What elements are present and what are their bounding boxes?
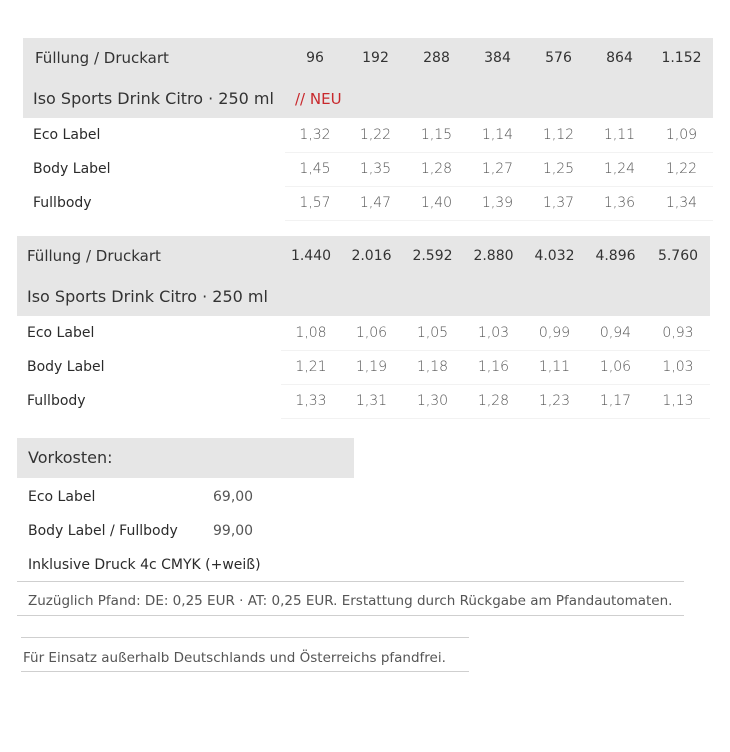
vorkosten-value: 69,00 bbox=[213, 489, 254, 505]
price-cell: 1,25 bbox=[528, 152, 589, 186]
quantity-header: 4.032 bbox=[524, 236, 585, 276]
price-cell: 1,22 bbox=[650, 152, 713, 186]
table-row bbox=[23, 186, 713, 220]
product-name: Iso Sports Drink Citro · 250 ml bbox=[23, 78, 285, 118]
table-header bbox=[23, 38, 713, 78]
table-row bbox=[23, 152, 713, 186]
price-cell: 1,40 bbox=[406, 186, 467, 220]
price-cell: 0,93 bbox=[646, 316, 710, 350]
price-cell: 1,28 bbox=[406, 152, 467, 186]
price-cell: 1,14 bbox=[467, 118, 528, 152]
abroad-note: Für Einsatz außerhalb Deutschlands und Österreichs pfandfrei. bbox=[23, 650, 446, 666]
row-label: Eco Label bbox=[33, 127, 101, 143]
divider bbox=[17, 581, 684, 582]
quantity-header: 1.440 bbox=[281, 236, 341, 276]
row-label: Eco Label bbox=[27, 325, 95, 341]
price-cell: 1,27 bbox=[467, 152, 528, 186]
price-cell: 1,18 bbox=[402, 350, 463, 384]
quantity-header: 1.152 bbox=[650, 38, 713, 78]
price-cell: 1,06 bbox=[585, 350, 646, 384]
inclusive-note: Inklusive Druck 4c CMYK (+weiß) bbox=[28, 557, 261, 573]
pfand-note: Zuzüglich Pfand: DE: 0,25 EUR · AT: 0,25 EUR. Erstattung durch Rückgabe am Pfandautomaten. bbox=[28, 593, 673, 609]
price-cell: 1,33 bbox=[281, 384, 341, 418]
price-cell: 1,57 bbox=[285, 186, 345, 220]
row-label: Fullbody bbox=[27, 393, 86, 409]
divider bbox=[17, 615, 684, 616]
product-row bbox=[17, 276, 710, 316]
price-cell: 1,13 bbox=[646, 384, 710, 418]
quantity-header: 4.896 bbox=[585, 236, 646, 276]
table-header bbox=[17, 236, 710, 276]
price-cell: 1,39 bbox=[467, 186, 528, 220]
quantity-header: 5.760 bbox=[646, 236, 710, 276]
price-cell: 1,08 bbox=[281, 316, 341, 350]
product-row bbox=[23, 78, 713, 118]
quantity-header: 96 bbox=[285, 38, 345, 78]
price-cell: 1,45 bbox=[285, 152, 345, 186]
vorkosten-label: Eco Label bbox=[28, 489, 96, 505]
price-cell: 0,99 bbox=[524, 316, 585, 350]
vorkosten-value: 99,00 bbox=[213, 523, 254, 539]
table-row bbox=[17, 316, 710, 350]
price-table-2 bbox=[17, 236, 710, 419]
quantity-header: 288 bbox=[406, 38, 467, 78]
price-cell: 1,28 bbox=[463, 384, 524, 418]
quantity-header: 384 bbox=[467, 38, 528, 78]
price-cell: 1,11 bbox=[524, 350, 585, 384]
price-cell: 1,15 bbox=[406, 118, 467, 152]
price-cell: 1,05 bbox=[402, 316, 463, 350]
price-cell: 0,94 bbox=[585, 316, 646, 350]
price-cell: 1,22 bbox=[345, 118, 406, 152]
quantity-header: 2.880 bbox=[463, 236, 524, 276]
row-label: Body Label bbox=[33, 161, 111, 177]
new-badge: // NEU bbox=[295, 89, 342, 108]
price-cell: 1,30 bbox=[402, 384, 463, 418]
price-cell: 1,03 bbox=[463, 316, 524, 350]
divider bbox=[21, 671, 469, 672]
price-cell: 1,31 bbox=[341, 384, 402, 418]
price-cell: 1,19 bbox=[341, 350, 402, 384]
price-cell: 1,23 bbox=[524, 384, 585, 418]
table-row bbox=[17, 384, 710, 418]
quantity-header: 2.016 bbox=[341, 236, 402, 276]
row-label: Body Label bbox=[27, 359, 105, 375]
quantity-header: 2.592 bbox=[402, 236, 463, 276]
price-cell: 1,21 bbox=[281, 350, 341, 384]
quantity-header: 576 bbox=[528, 38, 589, 78]
price-cell: 1,37 bbox=[528, 186, 589, 220]
price-cell: 1,09 bbox=[650, 118, 713, 152]
product-name: Iso Sports Drink Citro · 250 ml bbox=[17, 276, 710, 316]
row-label: Fullbody bbox=[33, 195, 92, 211]
price-cell: 1,47 bbox=[345, 186, 406, 220]
price-cell: 1,16 bbox=[463, 350, 524, 384]
price-cell: 1,34 bbox=[650, 186, 713, 220]
price-table-1 bbox=[23, 38, 713, 221]
divider bbox=[21, 637, 469, 638]
quantity-header: 864 bbox=[589, 38, 650, 78]
table-row bbox=[23, 118, 713, 152]
price-cell: 1,32 bbox=[285, 118, 345, 152]
quantity-header: 192 bbox=[345, 38, 406, 78]
price-cell: 1,35 bbox=[345, 152, 406, 186]
price-cell: 1,12 bbox=[528, 118, 589, 152]
price-cell: 1,17 bbox=[585, 384, 646, 418]
table-row bbox=[17, 350, 710, 384]
vorkosten-label: Body Label / Fullbody bbox=[28, 523, 178, 539]
vorkosten-title: Vorkosten: bbox=[17, 438, 354, 478]
price-cell: 1,03 bbox=[646, 350, 710, 384]
price-cell: 1,11 bbox=[589, 118, 650, 152]
header-label: Füllung / Druckart bbox=[17, 236, 281, 276]
header-label: Füllung / Druckart bbox=[23, 38, 285, 78]
price-cell: 1,06 bbox=[341, 316, 402, 350]
price-cell: 1,36 bbox=[589, 186, 650, 220]
price-cell: 1,24 bbox=[589, 152, 650, 186]
